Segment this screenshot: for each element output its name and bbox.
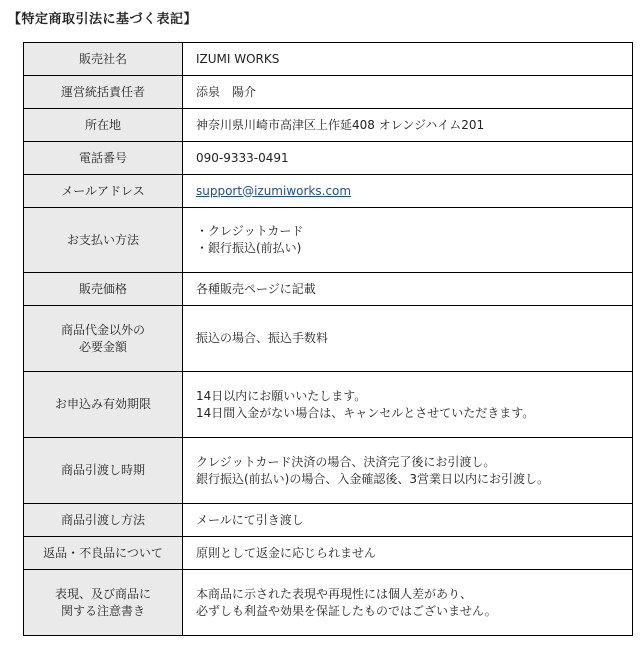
table-row	[24, 570, 633, 636]
manager-name: 添泉 陽介	[196, 84, 257, 99]
table-row	[24, 208, 633, 273]
row-label-text: 表現、及び商品に	[54, 586, 151, 601]
table-row	[24, 142, 633, 175]
row-value	[183, 306, 633, 372]
row-value	[183, 372, 633, 438]
row-label	[24, 570, 183, 636]
row-value	[183, 109, 633, 142]
row-label	[24, 438, 183, 504]
table-row	[24, 273, 633, 306]
disclaimer: 本商品に示された表現や再現性には個人差があり、	[196, 586, 473, 601]
row-value	[183, 570, 633, 636]
email-link[interactable]: support@izumiworks.com	[196, 183, 352, 198]
table-row	[24, 109, 633, 142]
row-label	[24, 504, 183, 537]
row-value	[183, 43, 633, 76]
row-value	[183, 537, 633, 570]
row-label-text: 商品代金以外の	[60, 322, 145, 337]
payment-method: ・銀行振込(前払い)	[196, 241, 302, 255]
row-value	[183, 76, 633, 109]
row-label	[24, 372, 183, 438]
application-deadline: 14日以内にお願いいたします。	[196, 388, 367, 403]
row-label	[24, 142, 183, 175]
row-label-text: 所在地	[84, 117, 121, 132]
legal-info-table	[23, 42, 633, 636]
phone-number: 090-9333-0491	[196, 150, 289, 165]
table-row	[24, 175, 633, 208]
row-label-text: 運営統括責任者	[60, 84, 145, 99]
disclaimer: 必ずしも利益や効果を保証したものではございません。	[196, 603, 497, 618]
table-row	[24, 504, 633, 537]
row-label-text: 返品・不良品について	[43, 545, 163, 560]
row-value	[183, 273, 633, 306]
row-value	[183, 175, 633, 208]
row-label	[24, 208, 183, 273]
row-label	[24, 273, 183, 306]
additional-fees: 振込の場合、振込手数料	[196, 331, 329, 345]
table-row	[24, 306, 633, 372]
page-title: 【特定商取引法に基づく表記】	[8, 12, 198, 27]
delivery-timing: 銀行振込(前払い)の場合、入金確認後、3営業日以内にお引渡し。	[196, 471, 550, 486]
row-label	[24, 537, 183, 570]
row-label	[24, 76, 183, 109]
address: 神奈川県川崎市高津区上作延408 オレンジハイム201	[196, 117, 485, 132]
return-policy: 原則として返金に応じられません	[196, 545, 377, 560]
row-value	[183, 438, 633, 504]
row-label-text: 関する注意書き	[60, 603, 145, 618]
payment-method: ・クレジットカード	[196, 224, 304, 238]
row-label	[24, 175, 183, 208]
row-label-text: メールアドレス	[61, 183, 145, 198]
row-label-text: 電話番号	[78, 150, 127, 165]
row-value	[183, 504, 633, 537]
row-label	[24, 43, 183, 76]
row-label-text: 販売社名	[78, 51, 127, 66]
row-label-text: 商品引渡し時期	[60, 463, 145, 477]
table-row	[24, 372, 633, 438]
row-label-text: 商品引渡し方法	[60, 512, 145, 527]
table-row	[24, 537, 633, 570]
delivery-method: メールにて引き渡し	[196, 512, 304, 527]
application-deadline: 14日間入金がない場合は、キャンセルとさせていただきます。	[196, 405, 535, 420]
sales-price: 各種販売ページに記載	[196, 281, 316, 296]
row-label-text: 販売価格	[78, 281, 127, 296]
table-row	[24, 438, 633, 504]
table-row	[24, 43, 633, 76]
row-label	[24, 109, 183, 142]
seller-name: IZUMI WORKS	[196, 51, 280, 66]
row-value	[183, 208, 633, 273]
table-row	[24, 76, 633, 109]
row-label-text: お支払い方法	[66, 232, 139, 247]
row-label	[24, 306, 183, 372]
delivery-timing: クレジットカード決済の場合、決済完了後にお引渡し。	[196, 454, 496, 469]
row-label-text: お申込み有効期限	[54, 397, 151, 411]
row-value	[183, 142, 633, 175]
row-label-text: 必要金額	[78, 339, 127, 354]
